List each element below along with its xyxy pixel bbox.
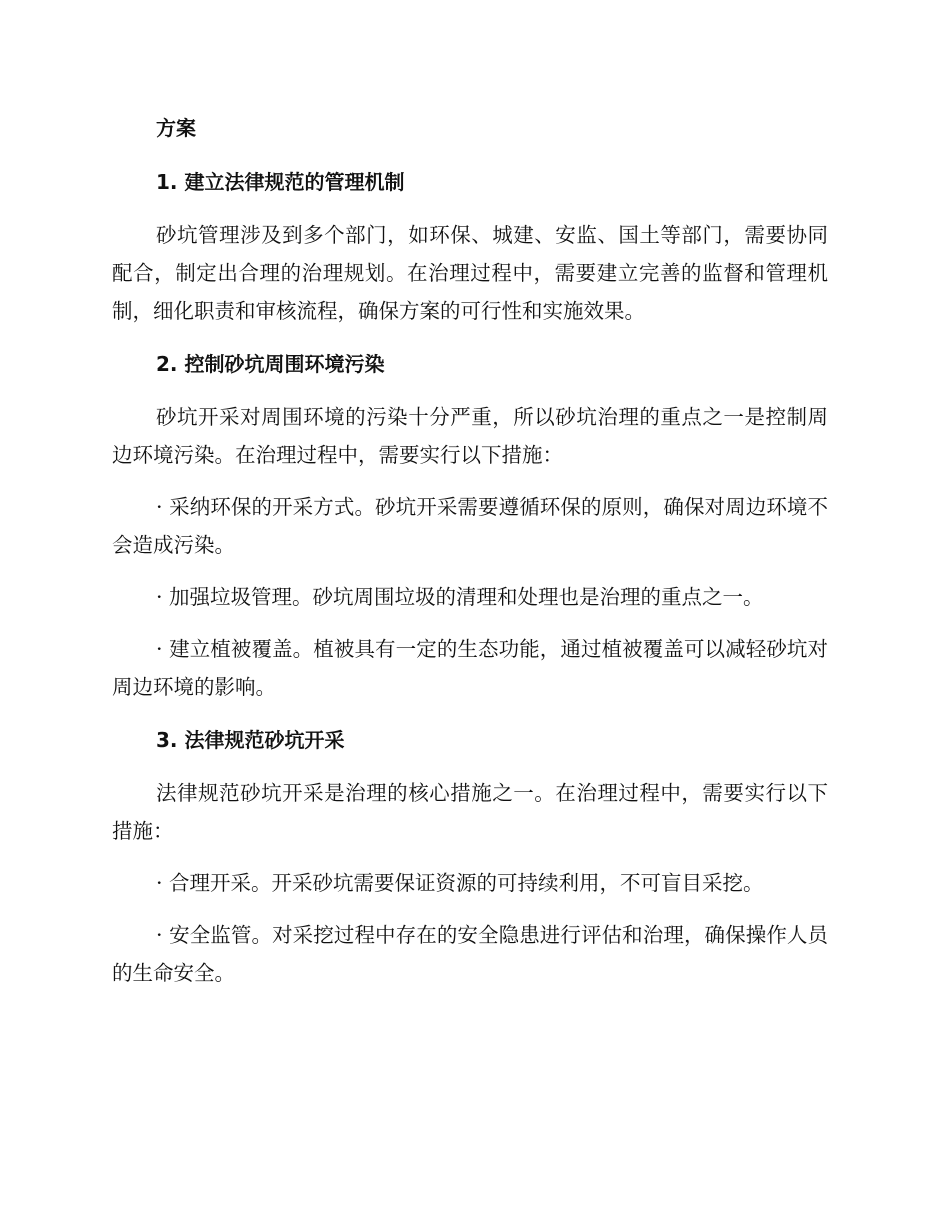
section-2-heading: 2. 控制砂坑周围环境污染 (156, 352, 385, 376)
section-3-bullet-1: · 合理开采。开采砂坑需要保证资源的可持续利用，不可盲目采挖。 (156, 871, 764, 895)
section-3-bullet-2: · 安全监管。对采挖过程中存在的安全隐患进行评估和治理，确保操作人员的生命安全。 (112, 923, 828, 985)
document-page (112, 108, 828, 1006)
section-1-heading: 1. 建立法律规范的管理机制 (156, 170, 405, 194)
document-title: 方案 (156, 116, 196, 140)
section-2-paragraph: 砂坑开采对周围环境的污染十分严重，所以砂坑治理的重点之一是控制周边环境污染。在治理过程中，需要实行以下措施： (112, 405, 828, 467)
section-2-bullet-2: · 加强垃圾管理。砂坑周围垃圾的清理和处理也是治理的重点之一。 (156, 585, 764, 609)
section-3-heading: 3. 法律规范砂坑开采 (156, 728, 345, 752)
section-3-paragraph: 法律规范砂坑开采是治理的核心措施之一。在治理过程中，需要实行以下措施： (112, 781, 828, 843)
section-1-paragraph: 砂坑管理涉及到多个部门，如环保、城建、安监、国土等部门，需要协同配合，制定出合理的治理规划。在治理过程中，需要建立完善的监督和管理机制，细化职责和审核流程，确保方案的可行性和实施效果。 (112, 223, 828, 323)
section-2-bullet-3: · 建立植被覆盖。植被具有一定的生态功能，通过植被覆盖可以减轻砂坑对周边环境的影响。 (112, 637, 828, 699)
section-2-bullet-1: · 采纳环保的开采方式。砂坑开采需要遵循环保的原则，确保对周边环境不会造成污染。 (112, 495, 828, 557)
